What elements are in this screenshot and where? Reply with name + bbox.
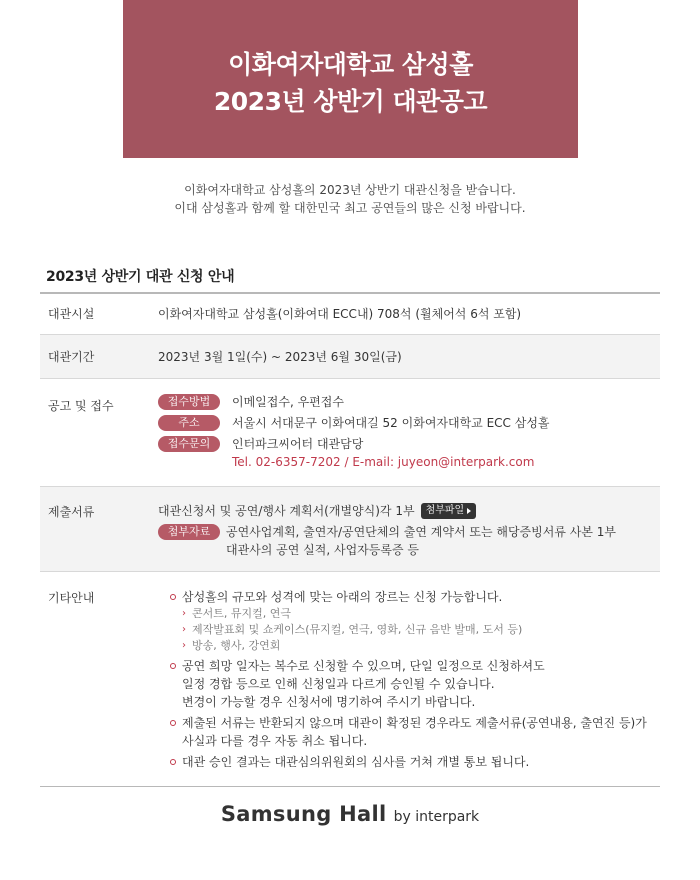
- row-label-period: 대관기간: [48, 350, 95, 364]
- row-label-notice: 공고 및 접수: [48, 399, 114, 413]
- intro-line2: 이대 삼성홀과 함께 할 대한민국 최고 공연들의 많은 신청 바랍니다.: [174, 201, 526, 215]
- brand-name: Samsung Hall: [220, 802, 387, 826]
- address-tag: 주소: [158, 415, 220, 431]
- circle-bullet-icon: [170, 720, 176, 726]
- documents-main: 대관신청서 및 공연/행사 계획서(개별양식)각 1부: [158, 504, 415, 518]
- bullet1-text: 삼성홀의 규모와 성격에 맞는 아래의 장르는 신청 가능합니다.: [182, 590, 503, 604]
- section-title: 2023년 상반기 대관 신청 안내: [46, 269, 235, 285]
- bullet2-text: [182, 657, 545, 711]
- footer-logo: [0, 802, 700, 826]
- hero-banner: [123, 0, 578, 158]
- brand-by: by interpark: [393, 809, 480, 825]
- other-bullet-3: [170, 714, 660, 750]
- attach-tag: 첨부자료: [158, 524, 220, 540]
- contact-detail[interactable]: Tel. 02-6357-7202 / E-mail: juyeon@interpark.com: [232, 455, 535, 469]
- method-line: [158, 394, 660, 415]
- bullet2-line3: 변경이 가능할 경우 신청서에 명기하여 주시기 바랍니다.: [182, 695, 476, 709]
- chevron-right-icon: ›: [182, 640, 186, 651]
- method-value: 이메일접수, 우편접수: [232, 395, 344, 409]
- method-tag: 접수방법: [158, 394, 220, 410]
- documents-main-line: [158, 501, 660, 521]
- contact-value: 인터파크씨어터 대관담당: [232, 437, 364, 451]
- chevron-right-icon: ›: [182, 608, 186, 619]
- contact-tag: 접수문의: [158, 436, 220, 452]
- row-facility: [40, 294, 660, 335]
- other-bullet-2: [170, 657, 660, 711]
- genre-item-text: 방송, 행사, 강연회: [192, 639, 281, 652]
- attach-file-label: 첨부파일: [425, 505, 465, 516]
- contact-line: [158, 436, 660, 454]
- bullet3-line1: 제출된 서류는 반환되지 않으며 대관이 확정된 경우라도 제출서류(공연내용, 출연진 등)가: [182, 716, 647, 730]
- attach-line2: 대관사의 공연 실적, 사업자등록증 등: [226, 543, 419, 557]
- attach-line1: 공연사업계획, 출연자/공연단체의 출연 계약서 또는 해당증빙서류 사본 1부: [226, 525, 616, 539]
- row-label-documents: 제출서류: [48, 505, 95, 519]
- chevron-right-icon: ›: [182, 624, 186, 635]
- genre-item: [170, 606, 660, 622]
- row-documents: [40, 487, 660, 572]
- notice-content: [158, 379, 660, 470]
- attach-materials: [158, 524, 660, 559]
- intro-line1: 이화여자대학교 삼성홀의 2023년 상반기 대관신청을 받습니다.: [184, 183, 516, 197]
- row-notice: [40, 379, 660, 487]
- row-label-facility: 대관시설: [48, 307, 95, 321]
- address-value: 서울시 서대문구 이화여대길 52 이화여자대학교 ECC 삼성홀: [232, 416, 550, 430]
- other-content: [158, 572, 660, 771]
- documents-content: [158, 487, 660, 559]
- bullet2-line1: 공연 희망 일자는 복수로 신청할 수 있으며, 단일 일정으로 신청하셔도: [182, 659, 545, 673]
- address-line: [158, 415, 660, 436]
- genre-item: [170, 622, 660, 638]
- facility-value: 이화여자대학교 삼성홀(이화여대 ECC내) 708석 (휠체어석 6석 포함): [158, 307, 522, 321]
- info-table: [40, 292, 660, 787]
- circle-bullet-icon: [170, 594, 176, 600]
- attach-text: [226, 523, 616, 559]
- hero-title-line2: 2023년 상반기 대관공고: [213, 87, 488, 116]
- other-bullet-1: [170, 588, 660, 606]
- circle-bullet-icon: [170, 759, 176, 765]
- bullet3-line2: 사실과 다를 경우 자동 취소 됩니다.: [182, 734, 368, 748]
- play-arrow-icon: [467, 508, 471, 514]
- bullet3-text: [182, 714, 647, 750]
- genre-item: [170, 638, 660, 654]
- genre-item-text: 콘서트, 뮤지컬, 연극: [192, 607, 291, 620]
- intro-text: [0, 181, 700, 217]
- row-period: [40, 335, 660, 379]
- bullet4-text: 대관 승인 결과는 대관심의위원회의 심사를 거쳐 개별 통보 됩니다.: [182, 755, 530, 769]
- bullet2-line2: 일정 경합 등으로 인해 신청일과 다르게 승인될 수 있습니다.: [182, 677, 495, 691]
- attach-file-button[interactable]: [421, 503, 477, 519]
- other-bullet-4: [170, 753, 660, 771]
- hero-title-line1: 이화여자대학교 삼성홀: [228, 50, 473, 79]
- row-other: [40, 572, 660, 787]
- genre-item-text: 제작발표회 및 쇼케이스(뮤지컬, 연극, 영화, 신규 음반 발매, 도서 등): [192, 623, 523, 636]
- circle-bullet-icon: [170, 663, 176, 669]
- row-label-other: 기타안내: [48, 591, 95, 605]
- period-value: 2023년 3월 1일(수) ~ 2023년 6월 30일(금): [158, 350, 402, 364]
